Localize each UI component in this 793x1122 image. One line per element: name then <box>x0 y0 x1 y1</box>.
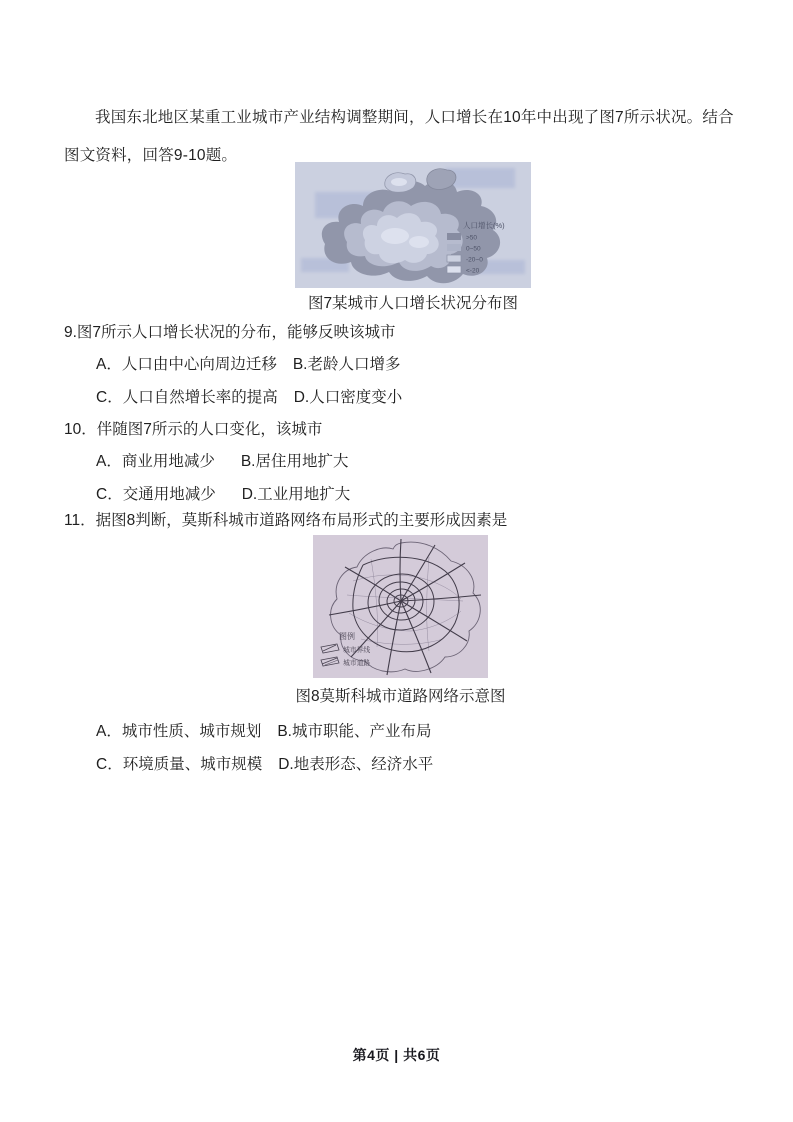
legend-swatch <box>447 244 461 251</box>
question-10-options-row-1 <box>96 451 349 473</box>
intro-paragraph: 我国东北地区某重工业城市产业结构调整期间，人口增长在10年中出现了图7所示状况。结合图文资料，回答9-10题。 <box>64 109 734 164</box>
question-9-option-b: B.老龄人口增多 <box>292 356 401 373</box>
figure8-map <box>313 535 488 678</box>
question-11-options-row-2 <box>96 754 433 776</box>
question-11-options-row-1 <box>96 721 432 743</box>
question-10-options-row-2 <box>96 484 350 506</box>
question-9-option-c: C．人口自然增长率的提高 <box>96 389 278 406</box>
legend-swatch <box>447 233 461 240</box>
figure7-legend-title: 人口增长(%) <box>463 221 505 230</box>
question-9-option-a: A．人口由中心向周边迁移 <box>96 356 277 373</box>
question-11-option-d: D.地表形态、经济水平 <box>278 756 434 773</box>
question-11-option-b: B.城市职能、产业布局 <box>277 723 432 740</box>
zone-lightest <box>381 228 409 244</box>
page-number-footer: 第4页 | 共6页 <box>352 1047 441 1063</box>
question-10-option-d: D.工业用地扩大 <box>241 486 351 503</box>
question-9-option-d: D.人口密度变小 <box>293 389 403 406</box>
question-9-options-row-2 <box>96 387 402 409</box>
question-10-option-b: B.居住用地扩大 <box>240 453 349 470</box>
zone-lightest <box>409 236 429 248</box>
question-11-option-a: A．城市性质、城市规划 <box>96 723 262 740</box>
legend-label: 城市道路 <box>343 660 371 667</box>
question-10-option-a: A．商业用地减少 <box>96 453 215 470</box>
figure7-caption: 图7某城市人口增长状况分布图 <box>307 295 519 312</box>
detached-blob-left-core <box>391 178 407 186</box>
legend-label: 0~50 <box>466 245 481 253</box>
figure8-image <box>313 535 488 678</box>
question-9-prompt: 9.图7所示人口增长状况的分布，能够反映该城市 <box>64 324 396 341</box>
legend-swatch <box>447 266 461 273</box>
question-10-prompt: 10．伴随图7所示的人口变化，该城市 <box>64 421 323 438</box>
question-10-option-c: C．交通用地减少 <box>96 486 216 503</box>
figure8-caption: 图8莫斯科城市道路网络示意图 <box>295 688 506 705</box>
figure7-image <box>295 162 531 288</box>
figure7-map <box>295 162 531 288</box>
legend-label: >50 <box>466 234 478 242</box>
legend-swatch <box>447 255 461 262</box>
figure8-legend-title: 图例 <box>339 632 355 641</box>
question-11-option-c: C．环境质量、城市规模 <box>96 756 263 773</box>
question-9-options-row-1 <box>96 354 401 376</box>
legend-label: 城市界线 <box>343 647 371 654</box>
question-11-prompt: 11．据图8判断，莫斯科城市道路网络布局形式的主要形成因素是 <box>64 512 508 529</box>
legend-label: <-20 <box>466 267 480 275</box>
legend-label: -20~0 <box>466 256 483 264</box>
